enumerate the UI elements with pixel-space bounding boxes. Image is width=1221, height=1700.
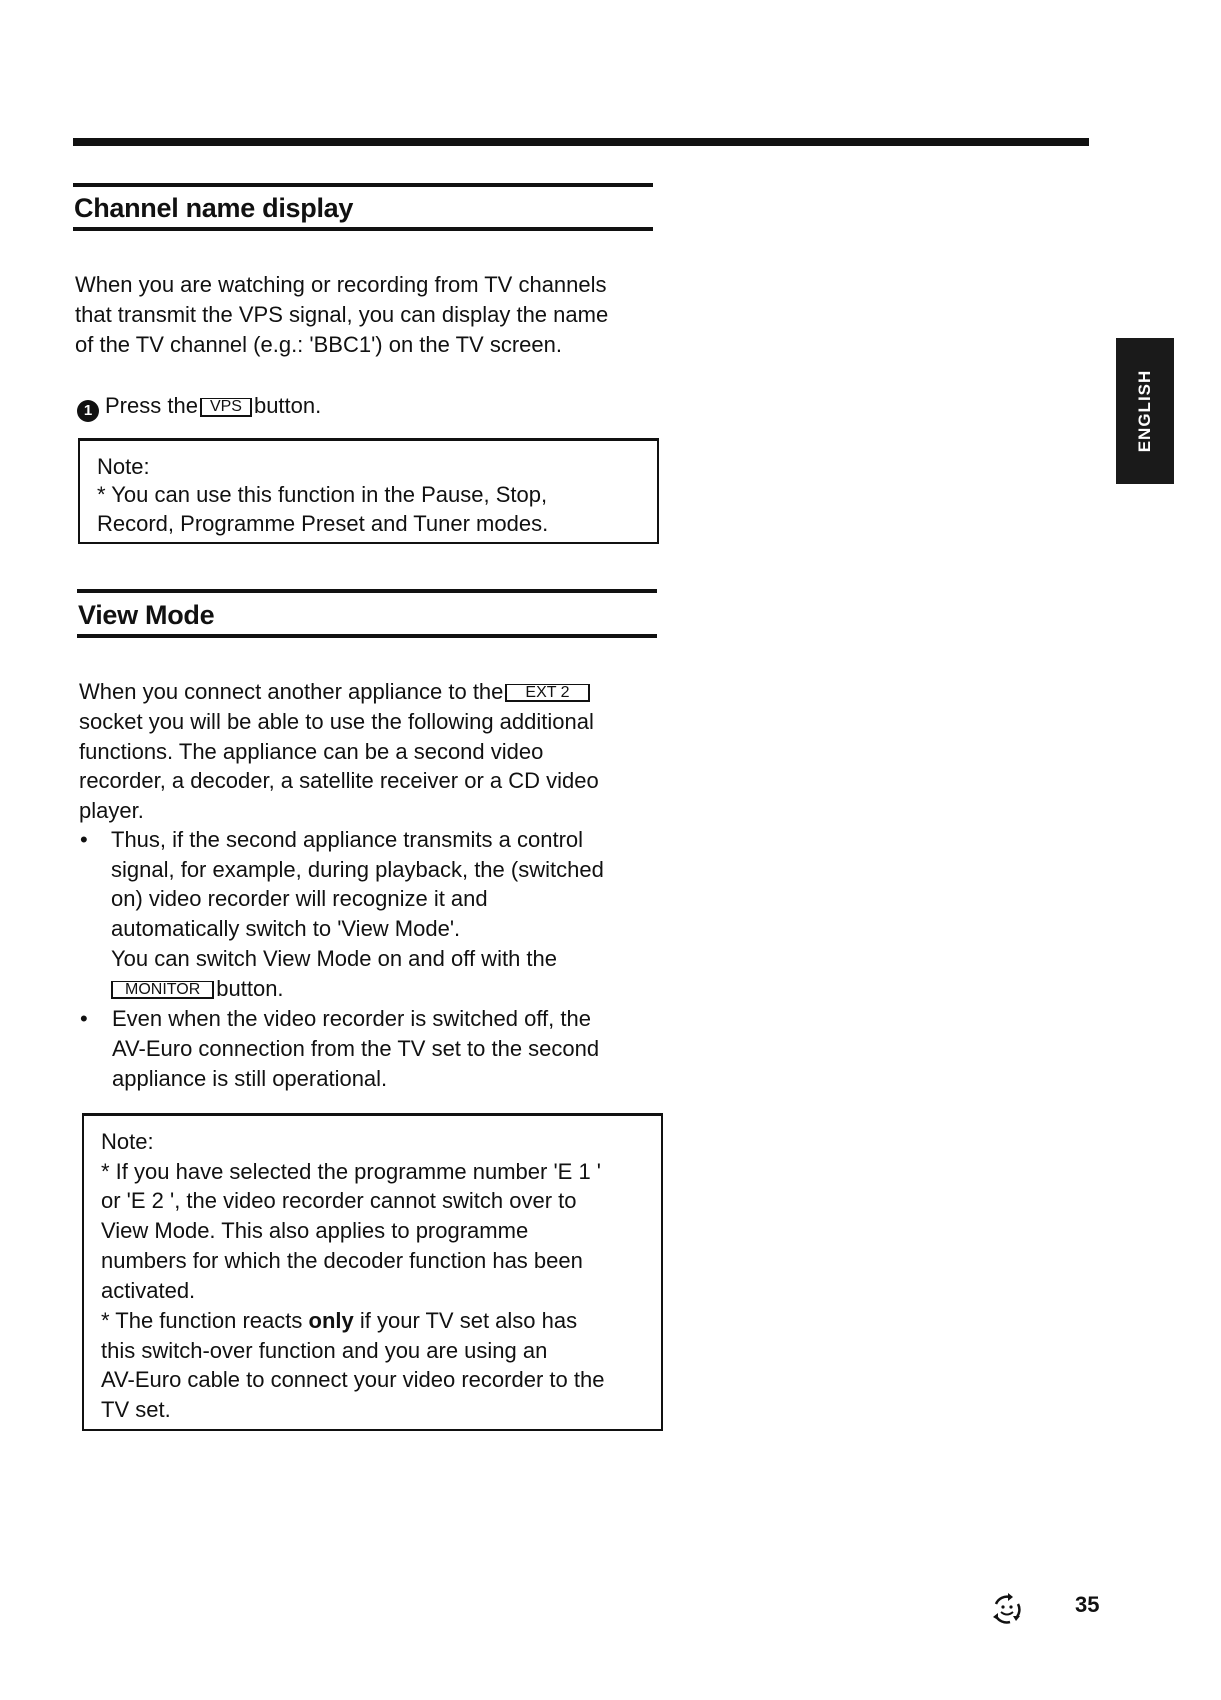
section2-bottom-rule xyxy=(77,634,657,638)
page-number: 35 xyxy=(1075,1592,1100,1617)
monitor-key-label: MONITOR xyxy=(111,981,214,999)
note-box: Note: * If you have selected the programme number 'E 1 ' or 'E 2 ', the video recorder cannot switch over to View Mode. This also applies to programme numbers for which the decoder function has been activated. * The function reacts only if your TV set also has this switch-over function and you are using an AV-Euro cable to connect your video recorder to the TV set. xyxy=(82,1113,663,1431)
step-number-icon: 1 xyxy=(77,400,99,422)
bullet-icon: • xyxy=(80,1006,88,1031)
paragraph-line: that transmit the VPS signal, you can display the name xyxy=(75,302,609,327)
bullet-icon: • xyxy=(80,827,88,852)
section2-top-rule xyxy=(77,589,657,593)
note-box: Note: * You can use this function in the Pause, Stop, Record, Programme Preset and Tuner modes. xyxy=(78,438,659,544)
step-1: 1 Press the VPS button. xyxy=(77,393,321,422)
vps-key-label: VPS xyxy=(200,398,252,417)
section2-title: View Mode xyxy=(78,600,215,630)
paragraph-line: of the TV channel (e.g.: 'BBC1') on the TV screen. xyxy=(75,332,562,357)
language-tab: ENGLISH xyxy=(1116,338,1174,484)
paragraph-line: When you connect another appliance to the EXT 2 xyxy=(79,679,592,705)
top-rule xyxy=(73,138,1089,146)
section1-top-rule xyxy=(73,183,653,187)
paragraph-line: When you are watching or recording from TV channels xyxy=(75,272,607,297)
recycle-smiley-icon xyxy=(990,1592,1024,1626)
section1-bottom-rule xyxy=(73,227,653,231)
ext2-key-label: EXT 2 xyxy=(505,684,589,702)
section1-title: Channel name display xyxy=(74,193,354,223)
